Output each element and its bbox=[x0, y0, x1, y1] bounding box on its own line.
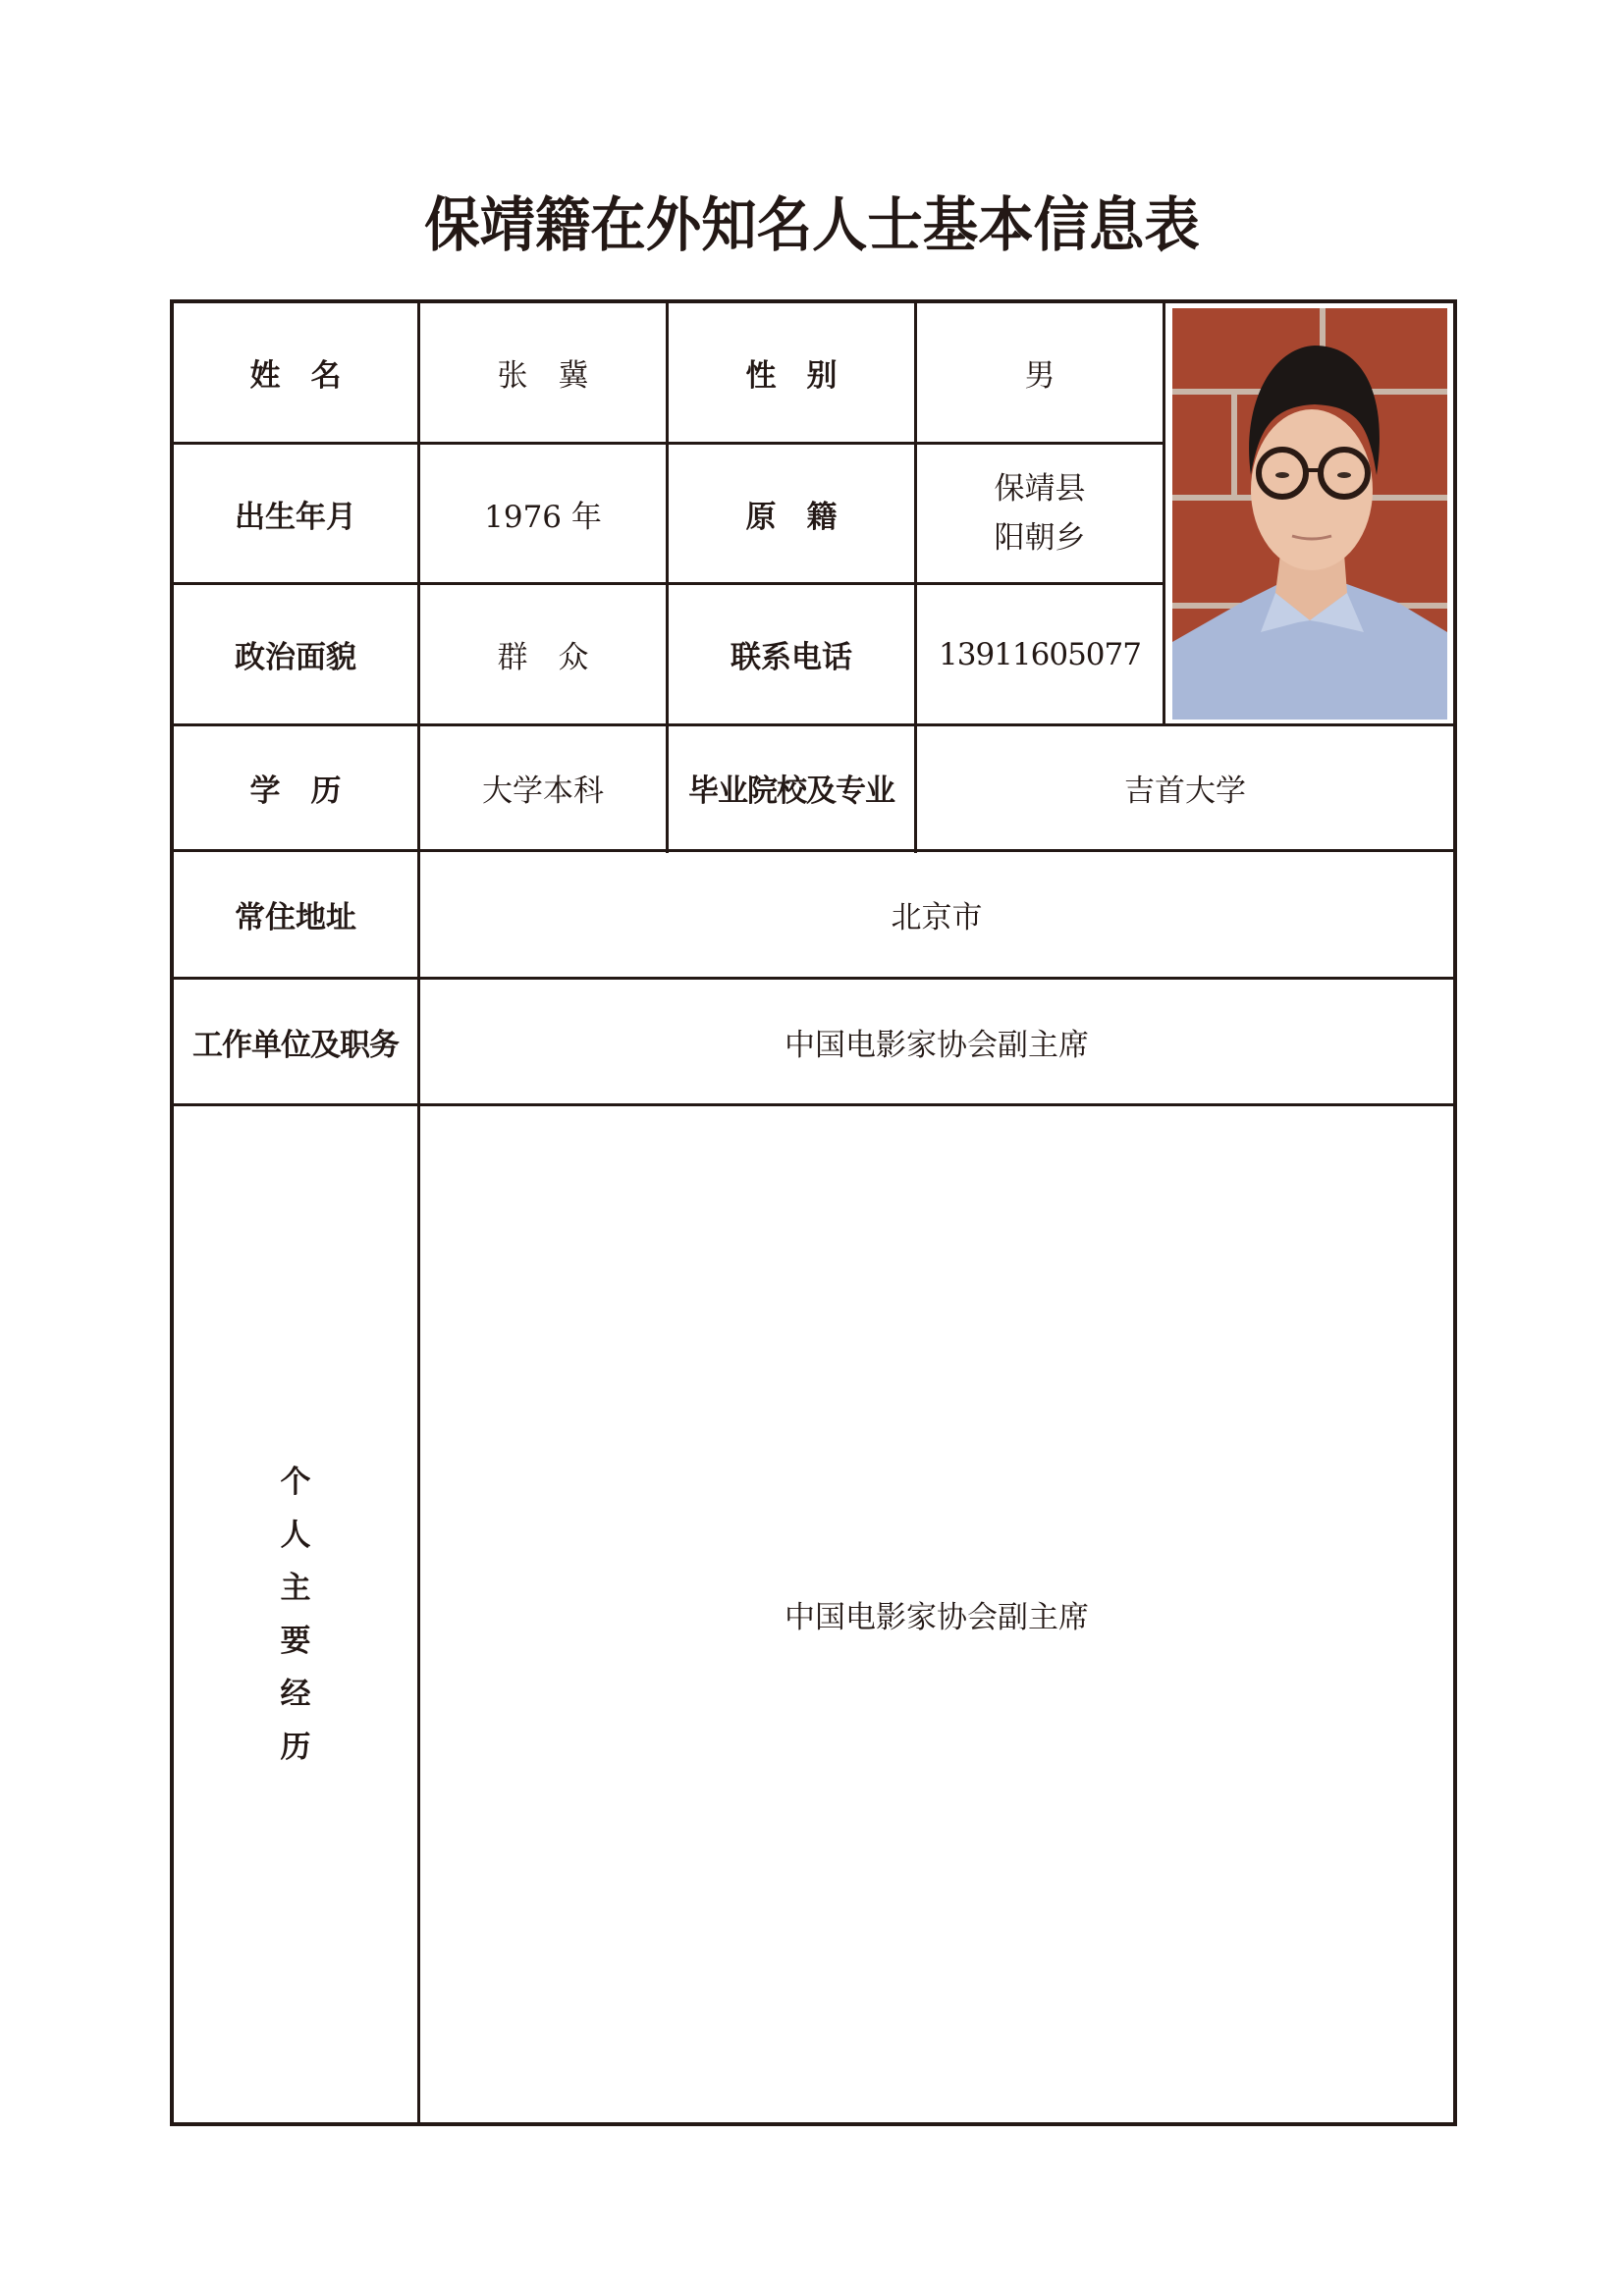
birth-label: 出生年月 bbox=[235, 499, 356, 535]
origin-value bbox=[917, 445, 1163, 582]
experience-label-char: 历 bbox=[280, 1729, 311, 1765]
address-label: 常住地址 bbox=[235, 900, 356, 935]
school-major-label: 毕业院校及专业 bbox=[688, 774, 894, 809]
table-border-bottom bbox=[170, 2122, 1457, 2126]
table-border-right bbox=[1453, 299, 1457, 2126]
document-title: 保靖籍在外知名人士基本信息表 bbox=[424, 191, 1200, 260]
col-divider-photo bbox=[1163, 301, 1165, 725]
name-value: 张 冀 bbox=[497, 358, 589, 394]
education-label: 学 历 bbox=[249, 774, 342, 809]
origin-county: 保靖县 bbox=[994, 471, 1086, 507]
education-value: 大学本科 bbox=[482, 774, 604, 809]
experience-label-char: 主 bbox=[280, 1570, 311, 1606]
experience-label-char: 个 bbox=[280, 1464, 311, 1500]
experience-label-char: 人 bbox=[280, 1517, 311, 1553]
origin-label: 原 籍 bbox=[745, 499, 838, 535]
origin-township: 阳朝乡 bbox=[994, 520, 1086, 556]
portrait-photo bbox=[1172, 308, 1447, 720]
gender-value: 男 bbox=[1024, 358, 1056, 394]
school-major-value: 吉首大学 bbox=[1124, 774, 1246, 809]
employer-position-value: 中国电影家协会副主席 bbox=[785, 1027, 1089, 1063]
phone-label: 联系电话 bbox=[731, 640, 852, 675]
experience-label-char: 要 bbox=[280, 1623, 311, 1659]
name-label: 姓 名 bbox=[249, 358, 342, 394]
address-value: 北京市 bbox=[891, 900, 983, 935]
phone-value: 13911605077 bbox=[939, 636, 1141, 672]
political-status-label: 政治面貌 bbox=[235, 640, 356, 675]
experience-value: 中国电影家协会副主席 bbox=[785, 1600, 1089, 1635]
experience-label bbox=[174, 1106, 417, 2122]
employer-position-label: 工作单位及职务 bbox=[192, 1027, 399, 1063]
experience-label-char: 经 bbox=[280, 1676, 311, 1712]
birth-value: 1976 年 bbox=[484, 499, 602, 535]
political-status-value: 群 众 bbox=[497, 640, 589, 675]
gender-label: 性 别 bbox=[745, 358, 838, 394]
